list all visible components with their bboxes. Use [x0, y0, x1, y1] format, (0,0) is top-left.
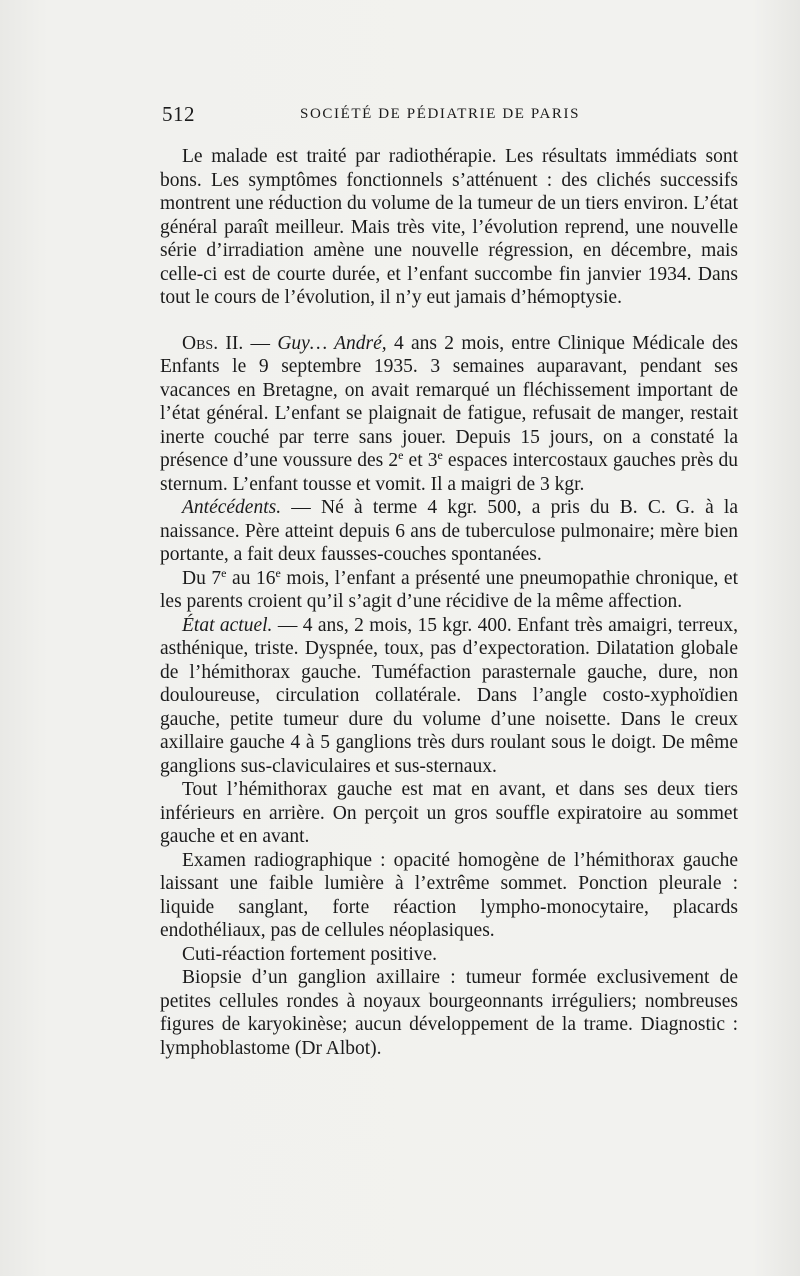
paragraph-treatment: Le malade est traité par radiothérapie. Les résultats immédiats sont bons. Les symptômes fonctionnels s’atténuent : des clichés successifs montrent une réduction du volume de la tumeur de un tiers environ. L’état général paraît meilleur. Mais très vite, l’évolution reprend, une nouvelle série d’irradiation amène une nouvelle régression, en décembre, mais celle-ci est de courte durée, et l’enfant succombe fin janvier 1934. Dans tout le cours de l’évolution, il n’y eut jamais d’hémoptysie.: [160, 146, 738, 308]
paragraph-biopsy: Biopsie d’un ganglion axillaire : tumeur formée exclusivement de petites cellules rondes à noyaux bourgeonnants irréguliers; nombreuses figures de karyokinèse; aucun développement de la trame. Diagnostic : lymphoblastome (Dr Albot).: [160, 967, 738, 1059]
antecedents-text: Né à terme 4 kgr. 500, a pris du B. C. G. à la naissance. Père atteint depuis 6 ans de tuberculose pulmonaire; mère bien portante, a fait deux fausses-couches spontanées.: [160, 497, 738, 565]
paragraph-radiography: Examen radiographique : opacité homogène de l’hémithorax gauche laissant une faible lumière à l’extrême sommet. Ponction pleurale : liquide sanglant, forte réaction lympho-monocytaire, placards endothéliaux, pas de cellules néoplasiques.: [160, 849, 738, 941]
page-number: 512: [162, 102, 195, 126]
page-header: [162, 102, 602, 128]
history-text-1: Du 7: [182, 567, 222, 589]
patient-name: Guy… André,: [277, 332, 387, 354]
current-state-dash: —: [272, 614, 303, 636]
paragraph-observation: [160, 332, 738, 497]
running-head: SOCIÉTÉ DE PÉDIATRIE DE PARIS: [300, 106, 581, 122]
observation-text-1: 4 ans 2 mois, entre Clinique Médicale des Enfants le 9 septembre 1935. 3 semaines auparavant, pendant ses vacances en Bretagne, on avait remarqué un fléchissement important de l’état général. L’enfant se plaignait de fatigue, refusait de manger, restait inerte couché par terre sans jouer. Depuis 15 jours, on a constaté la présence d’une voussure des 2: [160, 332, 738, 471]
ordinal-superscript: e: [398, 448, 404, 462]
ordinal-superscript: e: [221, 565, 227, 580]
observation-text-3: espaces intercostaux gauches près du sternum. L’enfant tousse et vomit. Il a maigri de 3 kgr.: [160, 450, 738, 495]
ordinal-superscript: e: [275, 565, 281, 580]
history-text-3: mois, l’enfant a présenté une pneumopathie chronique, et les parents croient qu’il s’agit d’une récidive de la même affection.: [160, 567, 738, 612]
current-state-text: 4 ans, 2 mois, 15 kgr. 400. Enfant très amaigri, terreux, asthénique, triste. Dyspnée, toux, pas d’expectoration. Dilatation globale de l’hémithorax gauche. Tuméfaction parasternale gauche, dure, non douloureuse, circulation collatérale. Dans l’angle costo-xyphoïdien gauche, petite tumeur dure du volume d’une noisette. Dans le creux axillaire gauche 4 à 5 ganglions très durs roulant sous le doigt. De même ganglions sus-claviculaires et sus-sternaux.: [160, 614, 738, 777]
paragraph-history: [160, 567, 738, 614]
observation-label: Obs. II.: [182, 332, 244, 354]
observation-text-2: et 3: [403, 450, 438, 471]
paragraph-current-state: [160, 614, 738, 779]
paragraph-hemithorax: Tout l’hémithorax gauche est mat en avant, et dans ses deux tiers inférieurs en arrière. On perçoit un gros souffle expiratoire au sommet gauche et en avant.: [160, 779, 738, 847]
current-state-label: État actuel.: [182, 614, 273, 636]
history-text-2: au 16: [226, 567, 276, 589]
observation-dash: —: [243, 332, 278, 354]
antecedents-dash: —: [281, 497, 322, 518]
ordinal-superscript: e: [437, 448, 443, 462]
paragraph-cuti-reaction: Cuti-réaction fortement positive.: [182, 943, 438, 965]
page-body: [160, 145, 738, 1060]
paragraph-antecedents: [160, 496, 738, 567]
antecedents-label: Antécédents.: [182, 497, 282, 518]
